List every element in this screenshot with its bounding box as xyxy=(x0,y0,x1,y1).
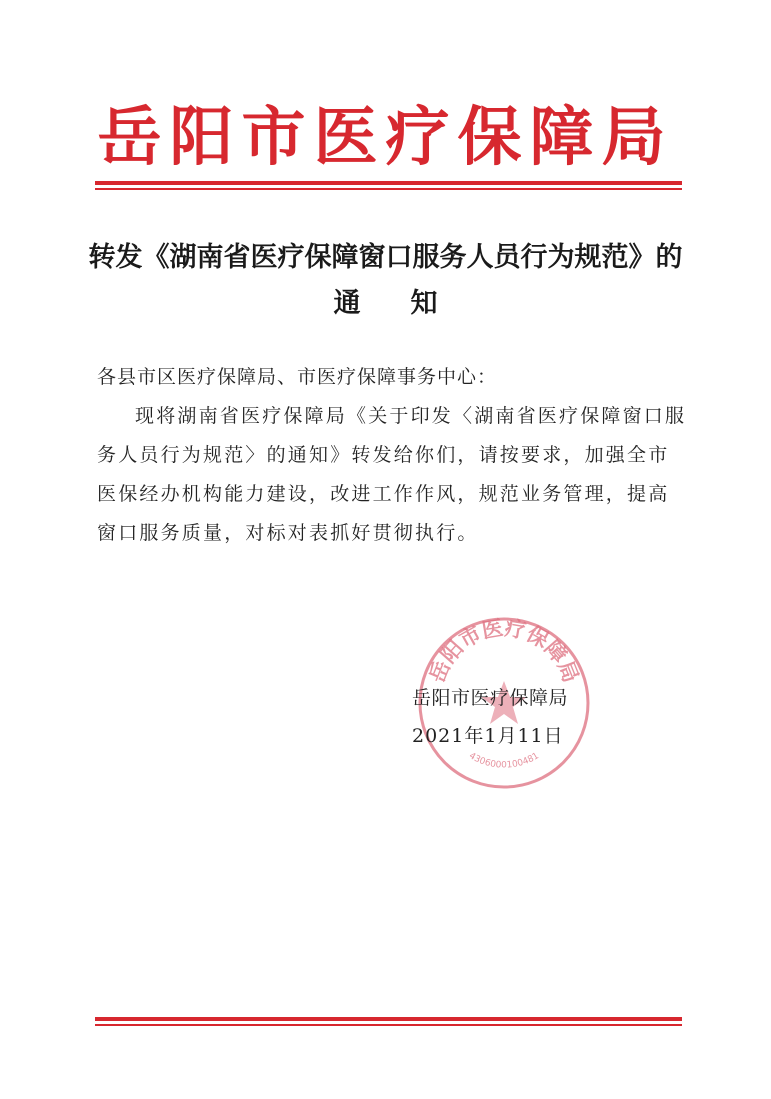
signature-date: 2021年1月11日 xyxy=(412,725,564,747)
header-divider-thin xyxy=(95,188,682,190)
header-divider-thick xyxy=(95,181,682,185)
document-title-line2 xyxy=(0,281,771,320)
seal-ring-text: 岳阳市医疗保障局 xyxy=(424,615,584,686)
document-title-line1: 转发《湖南省医疗保障窗口服务人员行为规范》的 xyxy=(88,242,683,273)
masthead-org-name: 岳阳市医疗保障局 xyxy=(97,101,674,175)
body-paragraph: 现将湖南省医疗保障局《关于印发〈湖南省医疗保障窗口服务人员行为规范〉的通知》转发给你们，请按要求，加强全市医保经办机构能力建设，改进工作作风，规范业务管理，提高窗口服务质量，对标对表抓好贯彻执行。 xyxy=(97,405,687,544)
title-word-zhi: 知 xyxy=(410,288,438,319)
signature-org: 岳阳市医疗保障局 xyxy=(412,687,569,709)
svg-text:4306000100481 xyxy=(467,751,541,771)
footer-divider-thin xyxy=(95,1024,682,1026)
svg-text:岳阳市医疗保障局 xyxy=(425,616,583,686)
salutation: 各县市区医疗保障局、市医疗保障事务中心： xyxy=(97,366,498,388)
seal-code: 4306000100481 xyxy=(467,751,541,771)
footer-divider-thick xyxy=(95,1017,682,1021)
title-word-tong: 通 xyxy=(333,288,361,319)
